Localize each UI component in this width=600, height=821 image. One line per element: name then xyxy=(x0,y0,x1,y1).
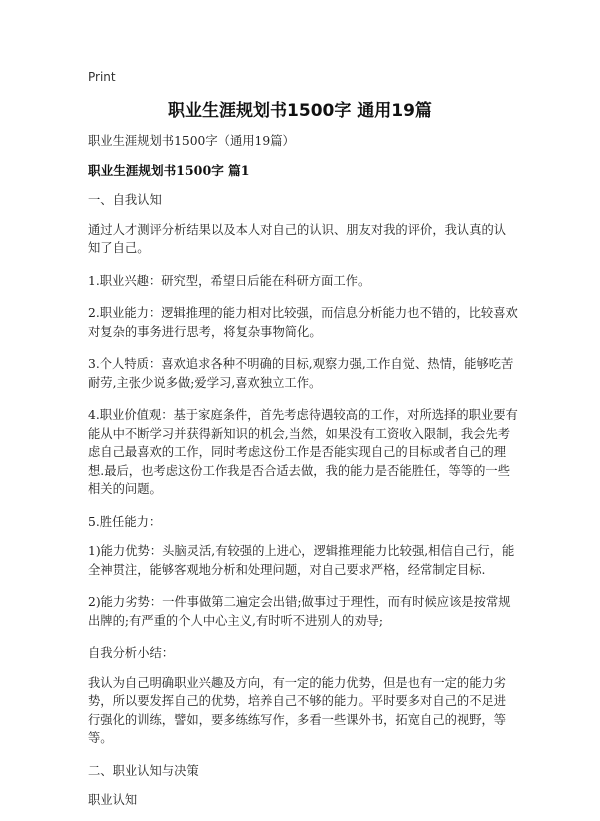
paragraph-weaknesses: 2)能力劣势：一件事做第二遍定会出错;做事过于理性，而有时候应该是按常规出牌的;有严重的个人中心主义,有时听不进别人的劝导; xyxy=(88,595,511,628)
paragraph-intro: 通过人才测评分析结果以及本人对自己的认识、朋友对我的评价，我认真的认知了自己。 xyxy=(88,222,507,255)
part-two-heading: 二、职业认知与决策 xyxy=(88,763,199,778)
paragraph-competence-heading: 5.胜任能力： xyxy=(88,514,162,529)
part-two-subheading: 职业认知 xyxy=(88,793,138,807)
paragraph-values: 4.职业价值观：基于家庭条件，首先考虑待遇较高的工作，对所选择的职业要有能从中不断学习并获得新知识的机会,当然，如果没有工资收入限制，我会先考虑自己最喜欢的工作，同时考虑这份工作是否能实现自己的目标或者自己的理想.最后，也考虑这份工作我是否合适去做，我的能力是否能胜任，等等的一些相关的问题。 xyxy=(88,408,518,496)
section-heading: 职业生涯规划书1500字 篇1 xyxy=(88,162,250,178)
part-one-heading: 一、自我认知 xyxy=(88,193,162,207)
document-subtitle: 职业生涯规划书1500字（通用19篇） xyxy=(88,134,295,148)
print-label[interactable]: Print xyxy=(88,70,116,84)
paragraph-traits: 3.个人特质：喜欢追求各种不明确的目标,观察力强,工作自觉、热情，能够吃苦耐劳,主张少说多做;爱学习,喜欢独立工作。 xyxy=(88,357,514,390)
paragraph-ability: 2.职业能力：逻辑推理的能力相对比较强，而信息分析能力也不错的，比较喜欢对复杂的事务进行思考，将复杂事物简化。 xyxy=(88,306,518,339)
page-title: 职业生涯规划书1500字 通用19篇 xyxy=(168,101,432,121)
paragraph-interest: 1.职业兴趣：研究型，希望日后能在科研方面工作。 xyxy=(88,273,371,288)
paragraph-summary: 我认为自己明确职业兴趣及方向，有一定的能力优势，但是也有一定的能力劣势，所以要发挥自己的优势，培养自己不够的能力。平时要多对自己的不足进行强化的训练，譬如，要多练练写作，多看一些课外书，拓宽自己的视野，等等。 xyxy=(88,675,507,745)
paragraph-summary-heading: 自我分析小结： xyxy=(88,646,175,660)
paragraph-strengths: 1)能力优势：头脑灵活,有较强的上进心，逻辑推理能力比较强,相信自己行，能全神贯注，能够客观地分析和处理问题，对自己要求严格，经常制定目标. xyxy=(88,544,515,577)
document-body xyxy=(88,132,518,821)
